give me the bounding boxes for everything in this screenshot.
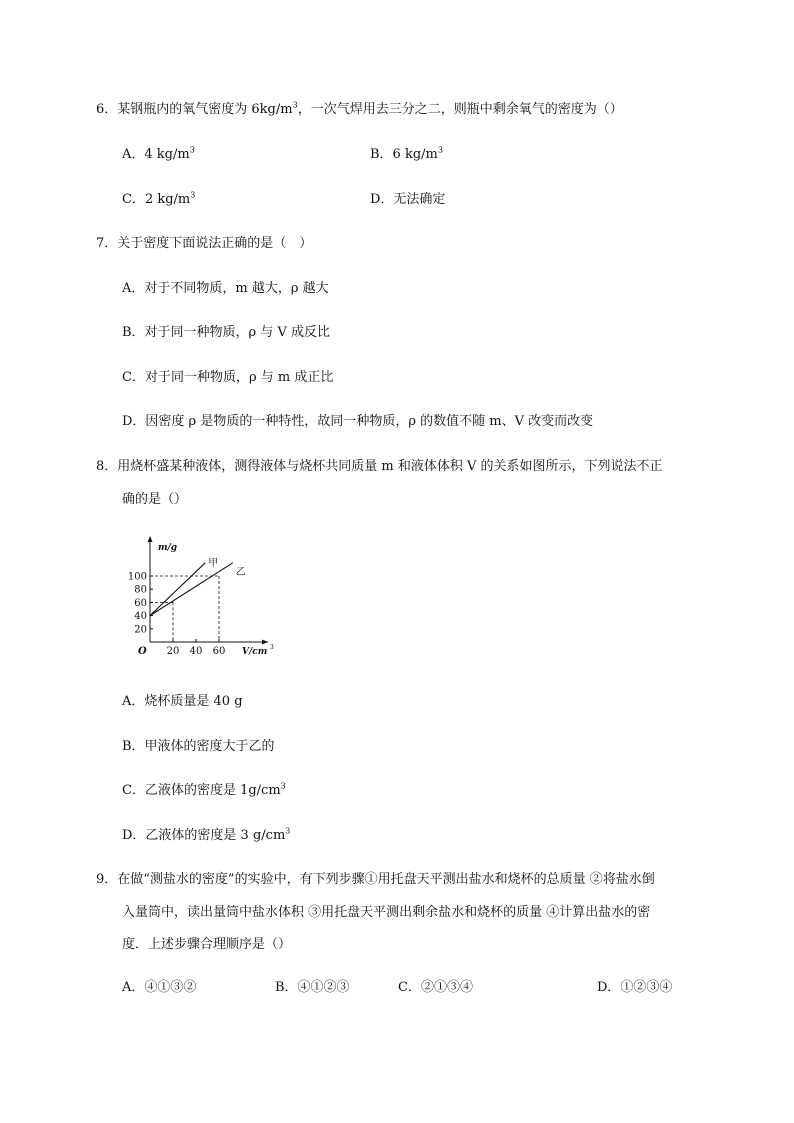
q8-stem-line2: 确的是（） <box>122 492 188 507</box>
y-tick-label-60: 60 <box>134 597 147 609</box>
q8-option-d: D．乙液体的密度是 3 $g/cm^3$ <box>122 826 291 843</box>
q7-option-a: A．对于不同物质，m 越大，ρ 越大 <box>122 281 329 296</box>
y-axis-arrow <box>148 536 153 542</box>
q6-option-c: C．2 $kg/m^3$ <box>122 190 196 207</box>
x-tick-label-20: 20 <box>166 646 180 657</box>
x-axis-label-sup: 3 <box>270 644 274 651</box>
y-axis-label: m/g <box>158 543 178 553</box>
x-axis-label: V/cm <box>242 647 268 657</box>
series-line-1 <box>150 563 233 616</box>
y-tick-label-100: 100 <box>127 571 147 583</box>
series-line-0 <box>150 563 205 616</box>
series-label-0: 甲 <box>208 557 219 569</box>
q8-option-a: A．烧杯质量是 40 g <box>122 694 243 709</box>
q6-option-a: A．4 $kg/m^3$ <box>122 145 195 162</box>
q9-option-a: A．④①③② <box>122 980 197 995</box>
q6-stem: 6．某钢瓶内的氧气密度为 $6kg/m^3$，一次气焊用去三分之二，则瓶中剩余氧气的密度为（） <box>96 100 623 117</box>
q7-option-b: B．对于同一种物质，ρ 与 V 成反比 <box>122 325 330 340</box>
q8-option-c: C．乙液体的密度是 $1g/cm^3$ <box>122 781 286 798</box>
q6-option-d: D．无法确定 <box>370 192 446 207</box>
origin-label: O <box>138 646 147 657</box>
q7-option-d: D．因密度 ρ 是物质的一种特性，故同一种物质，ρ 的数值不随 m、V 改变而改变 <box>122 414 594 429</box>
q7-stem: 7．关于密度下面说法正确的是（ ） <box>96 236 313 251</box>
series-label-1: 乙 <box>235 566 246 578</box>
q7-option-c: C．对于同一种物质，ρ 与 m 成正比 <box>122 370 334 385</box>
q9-stem-line1: 9．在做“测盐水的密度”的实验中，有下列步骤①用托盘天平测出盐水和烧杯的总质量 ②将盐水倒 <box>96 872 655 887</box>
q8-option-b: B．甲液体的密度大于乙的 <box>122 739 275 754</box>
q8-stem-line1: 8．用烧杯盛某种液体，测得液体与烧杯共同质量 m 和液体体积 V 的关系如图所示，下列说法不正 <box>96 459 663 474</box>
x-axis-arrow <box>262 640 268 645</box>
y-tick-label-40: 40 <box>134 611 147 623</box>
q6-option-b: B．6 $kg/m^3$ <box>370 145 443 162</box>
y-tick-label-80: 80 <box>134 584 147 596</box>
q9-stem-line2: 入量筒中，读出量筒中盐水体积 ③用托盘天平测出剩余盐水和烧杯的质量 ④计算出盐水的密 <box>122 905 651 920</box>
y-tick-label-20: 20 <box>134 624 147 636</box>
q9-option-b: B．④①②③ <box>275 980 350 995</box>
mass-volume-chart <box>127 530 290 660</box>
x-tick-label-40: 40 <box>189 646 203 657</box>
q9-option-c: C．②①③④ <box>398 980 473 995</box>
q9-option-d: D．①②③④ <box>597 980 673 995</box>
x-tick-label-60: 60 <box>212 646 226 657</box>
q9-stem-line3: 度．上述步骤合理顺序是（） <box>122 937 292 952</box>
